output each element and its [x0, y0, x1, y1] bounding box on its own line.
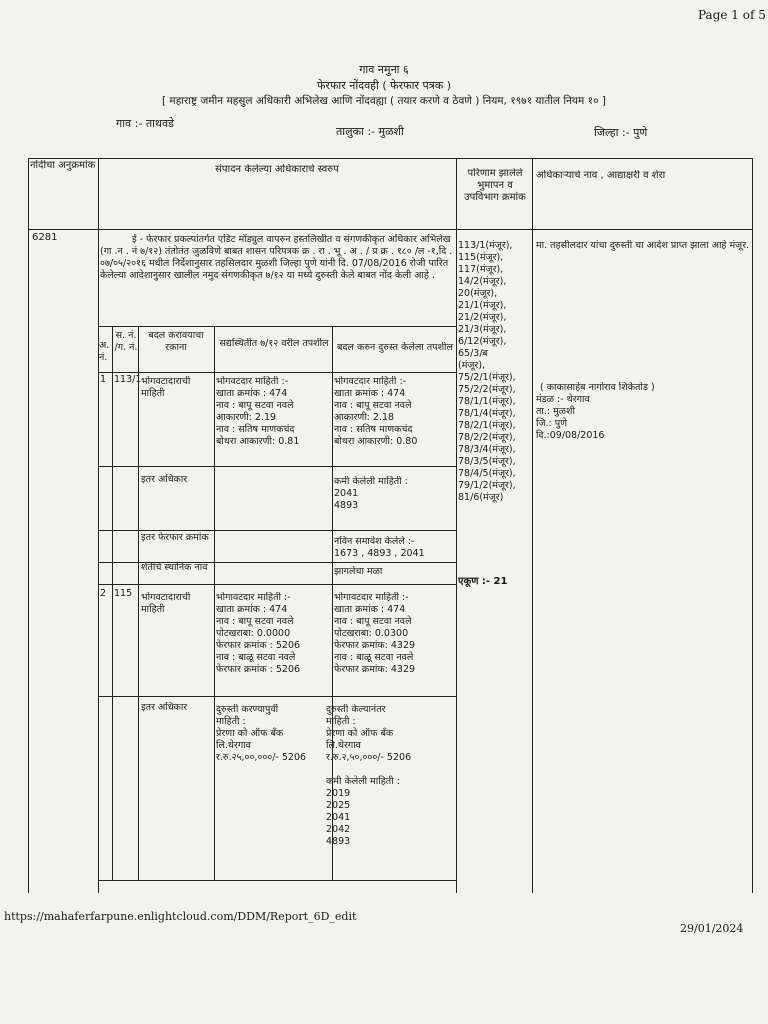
cell-line: र.रु.२,५०,०००/- 5206 — [326, 752, 412, 763]
cell-line: 4893 — [334, 500, 359, 511]
cell-line: आकारणी: 2.19 — [216, 412, 277, 423]
cell-line: 2041 — [334, 488, 359, 499]
cell-line: दुरुस्ती केल्यानंतर — [326, 704, 386, 715]
row-field: भोगवटादाराची माहिती — [141, 592, 191, 615]
sub-col-after: बदल करुन दुरुस्त केलेला तपशील — [337, 342, 453, 353]
survey-number: 20(मंजूर), — [458, 288, 498, 299]
survey-number: 78/1/1(मंजूर), — [458, 396, 516, 407]
survey-number: 79/1/2(मंजूर), — [458, 480, 516, 491]
officer-name: ( काकासाहेब नागोराव शिकेतोड ) — [540, 382, 655, 393]
survey-number: 78/2/2(मंजूर), — [458, 432, 516, 443]
row-after — [334, 476, 454, 512]
cell-line: 2041 — [326, 812, 351, 823]
cell-line: खाता क्रमांक : 474 — [216, 604, 288, 615]
cell-line: कमी केलेली माहिती : — [326, 776, 400, 787]
row-field: भोगवटादाराची माहिती — [141, 376, 191, 399]
cell-line: बोथरा आकारणी: 0.80 — [334, 436, 418, 447]
survey-number: 117(मंजूर), — [458, 264, 504, 275]
entry-number: 6281 — [32, 232, 58, 243]
cell-line: खाता क्रमांक : 474 — [334, 388, 406, 399]
survey-number: 6/12(मंजूर), — [458, 336, 507, 347]
row-after: झागलेचा मळा — [334, 566, 383, 577]
cell-line: 2019 — [326, 788, 351, 799]
officer-date: दि.:09/08/2016 — [536, 430, 605, 441]
cell-line: प्रेरणा को ऑफ बँक — [216, 728, 284, 739]
survey-number: 75/2/2(मंजूर), — [458, 384, 516, 395]
col-description-header: संपादन केलेल्या अधिकाराचे स्वरुप — [215, 164, 339, 175]
survey-number: 78/3/4(मंजूर), — [458, 444, 516, 455]
survey-number: 75/2/1(मंजूर), — [458, 372, 516, 383]
cell-line: र.रु.२५,००,०००/- 5206 — [216, 752, 307, 763]
survey-number: 14/2(मंजूर), — [458, 276, 507, 287]
cell-line: पोटखराबा: 0.0000 — [216, 628, 291, 639]
cell-line: भोगवटदार माहिती :- — [334, 376, 407, 387]
officer-remark: मा. तहसीलदार यांचा दुरुस्ती चा आदेश प्राप्त झाला आहे मंजूर. — [536, 240, 750, 251]
officer-taluka: ता.: मुळशी — [536, 406, 575, 417]
cell-line: बोथरा आकारणी: 0.81 — [216, 436, 300, 447]
col-entry-number-header: नोंदीचा अनुक्रमांक — [30, 160, 96, 171]
survey-number: 78/2/1(मंजूर), — [458, 420, 516, 431]
officer-district: जि.: पुणे — [536, 418, 568, 429]
survey-number: 21/3(मंजूर), — [458, 324, 507, 335]
survey-number: 78/3/5(मंजूर), — [458, 456, 516, 467]
row-sn: 1 — [100, 374, 107, 385]
cell-line: लि.थेरगाव — [216, 740, 251, 751]
row-after — [334, 376, 454, 448]
row-after — [334, 536, 454, 560]
cell-line: पोटखराबा: 0.0300 — [334, 628, 409, 639]
cell-line: फेरफार क्रमांक: 4329 — [334, 664, 416, 675]
cell-line: खाता क्रमांक : 474 — [334, 604, 406, 615]
survey-number: 81/6(मंजूर) — [458, 492, 504, 503]
sub-col-before: सद्यस्थितीत ७/१२ वरील तपशील — [219, 338, 329, 349]
form-title: गाव नमुना ६ — [359, 63, 409, 76]
cell-line: 2025 — [326, 800, 351, 811]
cell-line: नाव : बाळू सटवा नवले — [334, 652, 414, 663]
cell-line: नाव : बाळू सटवा नवले — [216, 652, 296, 663]
row-field: इतर फेरफार क्रमांक — [141, 532, 209, 543]
cell-line: 4893 — [326, 836, 351, 847]
cell-line: कमी केलेली माहिती : — [334, 476, 408, 487]
officer-mandal: मंडळ :- थेरगाव — [536, 394, 590, 405]
survey-number: 115(मंजूर), — [458, 252, 504, 263]
cell-line: फेरफार क्रमांक : 5206 — [216, 664, 301, 675]
cell-line: फेरफार क्रमांक: 4329 — [334, 640, 416, 651]
entry-description: ई - फेरफार प्रकल्पांतर्गत एडिट मॉड्युल वापरुन हस्तलिखीत व संगणकीकृत अधिकार अभिलेख (गा .न . नं ७/१२) तंतोतंत जुळविणे बाबत शासन परिपत्रक क्र . रा . भू . अ . / प्र क्र . १८० /ल -१,दि . ०७/०५/२०१६ मधील निर्देशानुसार तहसिलदार मुळशी जिल्हा पुणे यांनी दि. 07/08/2016 रोजी पारित केलेल्या आदेशानुसार खालील नमुद संगणकीकृत ७/१२ या मध्ये दुरुस्ती केले बाबत नोंद केली आहे . — [100, 234, 453, 281]
row-before — [216, 592, 332, 676]
cell-line: नाव : बापू सटवा नवले — [334, 400, 412, 411]
taluka-label: तालुका :- मुळशी — [336, 125, 404, 138]
survey-number-list — [458, 240, 532, 504]
cell-line: दुरुस्ती करण्यापुर्वी — [216, 704, 279, 715]
cell-line: लि.थेरगाव — [326, 740, 361, 751]
cell-line: नाव : सतिष माणकचंद — [216, 424, 295, 435]
cell-line: भोगावटदार माहिती :- — [216, 592, 291, 603]
sub-col-change: बदल करावयाचा रकाना — [148, 330, 204, 353]
cell-line: खाता क्रमांक : 474 — [216, 388, 288, 399]
sub-col-survey: स. नं. /ग. नं. — [114, 330, 138, 353]
row-before — [216, 376, 332, 448]
cell-line: भोगावटदार माहिती :- — [334, 592, 409, 603]
survey-number: (मंजूर), — [458, 360, 486, 371]
row-field: इतर अधिकार — [141, 702, 188, 713]
village-label: गाव :- ताथवडे — [116, 117, 174, 130]
survey-number: 78/4/5(मंजूर), — [458, 468, 516, 479]
col-officer-header: अधिकाऱ्याचे नाव , आद्याक्षरी व शेरा — [536, 170, 666, 181]
row-after — [334, 592, 454, 676]
cell-line: आकारणी: 2.18 — [334, 412, 395, 423]
survey-total: एकूण :- 21 — [458, 576, 508, 587]
survey-number: 21/1(मंजूर), — [458, 300, 507, 311]
cell-line: प्रेरणा को ऑफ बँक — [326, 728, 394, 739]
rule-reference: [ महाराष्ट्र जमीन महसुल अधिकारी अभिलेख आणि नोंदवह्या ( तयार करणे व ठेवणे ) नियम, १९७१ यातील नियम १० ] — [162, 95, 606, 107]
footer-url: https://mahaferfarpune.enlightcloud.com/DDM/Report_6D_edit — [4, 910, 357, 923]
cell-line: फेरफार क्रमांक : 5206 — [216, 640, 301, 651]
cell-line: नाव : बापू सटवा नवले — [216, 400, 294, 411]
cell-line: नाव : सतिष माणकचंद — [334, 424, 413, 435]
sub-col-sn: अ. नं. — [99, 340, 110, 363]
cell-line — [326, 764, 454, 776]
row-before — [216, 704, 332, 764]
row-after — [326, 704, 454, 848]
officer-block — [536, 382, 750, 442]
cell-line: नाव : बापू सटवा नवले — [334, 616, 412, 627]
survey-number: 21/2(मंजूर), — [458, 312, 507, 323]
cell-line: माहिती : — [326, 716, 356, 727]
cell-line: 1673 , 4893 , 2041 — [334, 548, 425, 559]
row-sn: 2 — [100, 588, 107, 599]
footer-date: 29/01/2024 — [680, 922, 744, 935]
cell-line: माहिती : — [216, 716, 246, 727]
form-subtitle: फेरफार नोंदवही ( फेरफार पत्रक ) — [316, 79, 452, 92]
survey-number: 113/1(मंजूर), — [458, 240, 513, 251]
survey-number: 65/3/ब — [458, 348, 488, 359]
district-label: जिल्हा :- पुणे — [594, 126, 648, 139]
survey-number: 78/1/4(मंजूर), — [458, 408, 516, 419]
cell-line: 2042 — [326, 824, 351, 835]
col-survey-header: परिणाम झालेले भुमापन व उपविभाग क्रमांक — [464, 168, 526, 203]
row-survey: 115 — [114, 588, 133, 599]
page-number: Page 1 of 5 — [698, 8, 766, 22]
row-field: शेतीचे स्थानिक नाव — [141, 562, 208, 573]
row-survey: 113/1 — [114, 374, 142, 385]
cell-line: भोगवटदार माहिती :- — [216, 376, 289, 387]
row-field: इतर अधिकार — [141, 474, 188, 485]
cell-line: नाव : बापू सटवा नवले — [216, 616, 294, 627]
cell-line: नविन समावेश केलेले :- — [334, 536, 415, 547]
